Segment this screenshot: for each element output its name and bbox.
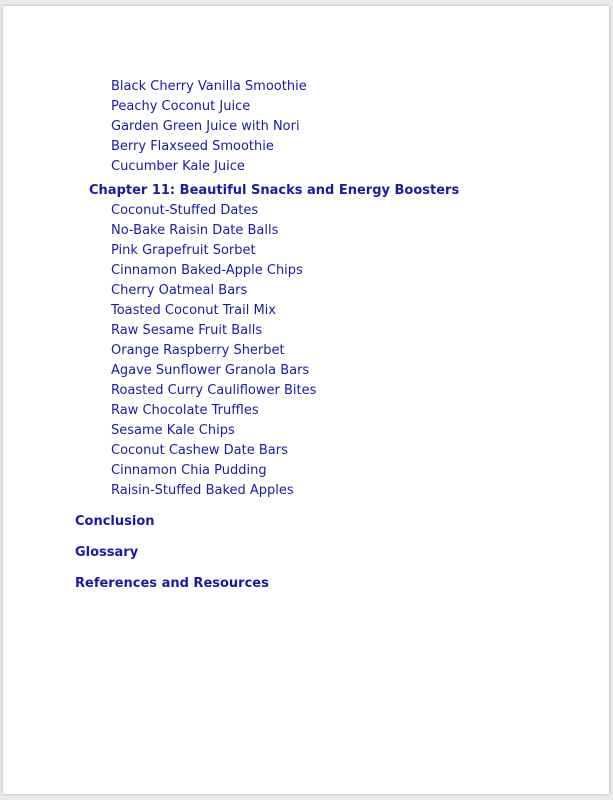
toc-item-raisin-stuffed-baked-apples[interactable]: Raisin-Stuffed Baked Apples bbox=[111, 483, 294, 498]
toc-item-roasted-curry-cauliflower-bites[interactable]: Roasted Curry Cauliflower Bites bbox=[111, 383, 317, 398]
toc-item-coconut-cashew-date-bars[interactable]: Coconut Cashew Date Bars bbox=[111, 443, 288, 458]
toc-item-toasted-coconut-trail-mix[interactable]: Toasted Coconut Trail Mix bbox=[111, 303, 276, 318]
toc-section-references[interactable]: References and Resources bbox=[75, 576, 269, 591]
toc-item-orange-raspberry-sherbet[interactable]: Orange Raspberry Sherbet bbox=[111, 343, 285, 358]
document-page bbox=[3, 6, 609, 794]
toc-item-coconut-stuffed-dates[interactable]: Coconut-Stuffed Dates bbox=[111, 203, 259, 218]
toc-item-garden-green-juice[interactable]: Garden Green Juice with Nori bbox=[111, 119, 300, 134]
toc-item-cucumber-kale-juice[interactable]: Cucumber Kale Juice bbox=[111, 159, 245, 174]
toc-item-cinnamon-chia-pudding[interactable]: Cinnamon Chia Pudding bbox=[111, 463, 267, 478]
toc-item-peachy-coconut-juice[interactable]: Peachy Coconut Juice bbox=[111, 99, 251, 114]
toc-chapter-11[interactable]: Chapter 11: Beautiful Snacks and Energy Boosters bbox=[89, 183, 460, 198]
toc-section-glossary[interactable]: Glossary bbox=[75, 545, 139, 560]
toc-section-conclusion[interactable]: Conclusion bbox=[75, 514, 155, 529]
toc-item-agave-sunflower-granola-bars[interactable]: Agave Sunflower Granola Bars bbox=[111, 363, 310, 378]
toc-item-no-bake-raisin-date-balls[interactable]: No-Bake Raisin Date Balls bbox=[111, 223, 279, 238]
toc-item-berry-flaxseed-smoothie[interactable]: Berry Flaxseed Smoothie bbox=[111, 139, 274, 154]
toc-item-sesame-kale-chips[interactable]: Sesame Kale Chips bbox=[111, 423, 235, 438]
toc-item-raw-sesame-fruit-balls[interactable]: Raw Sesame Fruit Balls bbox=[111, 323, 263, 338]
toc-item-pink-grapefruit-sorbet[interactable]: Pink Grapefruit Sorbet bbox=[111, 243, 256, 258]
toc-item-raw-chocolate-truffles[interactable]: Raw Chocolate Truffles bbox=[111, 403, 259, 418]
toc-item-cherry-oatmeal-bars[interactable]: Cherry Oatmeal Bars bbox=[111, 283, 248, 298]
toc-item-black-cherry-vanilla-smoothie[interactable]: Black Cherry Vanilla Smoothie bbox=[111, 79, 307, 94]
toc-item-cinnamon-baked-apple-chips[interactable]: Cinnamon Baked-Apple Chips bbox=[111, 263, 303, 278]
